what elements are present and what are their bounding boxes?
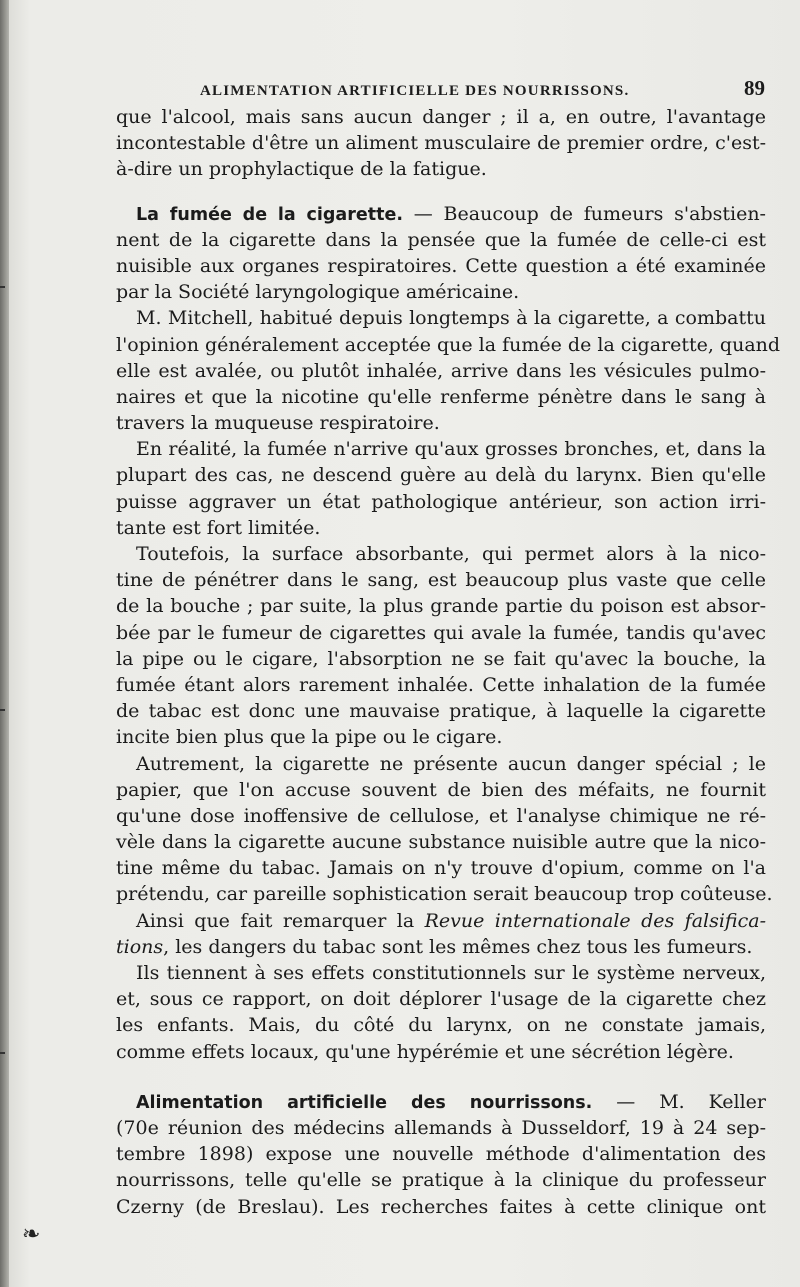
text-run: Ainsi que fait remarquer la	[136, 909, 425, 932]
running-header	[200, 76, 765, 101]
text-line: fumée étant alors rarement inhalée. Cette inhalation de la fumée	[116, 673, 766, 696]
text-line: nourrissons, telle qu'elle se pratique à la clinique du professeur	[116, 1169, 766, 1192]
section-heading-line	[116, 1089, 766, 1115]
text-line: travers la muqueuse respiratoire.	[116, 412, 440, 435]
text-line: les enfants. Mais, du côté du larynx, on ne constate jamais,	[116, 1014, 766, 1037]
margin-tick	[0, 286, 5, 288]
text-run: — Beaucoup de fumeurs s'abstien-	[413, 202, 766, 225]
text-line: tante est fort limitée.	[116, 516, 321, 539]
journal-title: Revue internationale des falsifica-	[424, 909, 766, 932]
section-heading: La fumée de la cigarette.	[136, 204, 403, 225]
text-line: qu'une dose inoffensive de cellulose, et l'analyse chimique ne ré-	[116, 804, 766, 827]
text-line: naires et que la nicotine qu'elle renferme pénètre dans le sang à	[116, 385, 766, 408]
text-line: à-dire un prophylactique de la fatigue.	[116, 158, 487, 181]
text-line: par la Société laryngologique américaine.	[116, 281, 520, 304]
text-line: l'opinion généralement acceptée que la fumée de la cigarette, quand	[116, 333, 781, 356]
text-line: incite bien plus que la pipe ou le cigare.	[116, 726, 503, 749]
section-heading-line	[116, 201, 766, 227]
text-line: En réalité, la fumée n'arrive qu'aux grosses bronches, et, dans la	[136, 438, 766, 461]
text-line: (70e réunion des médecins allemands à Dusseldorf, 19 à 24 sep-	[116, 1116, 766, 1139]
text-line: Autrement, la cigarette ne présente aucun danger spécial ; le	[136, 752, 766, 775]
text-line: Czerny (de Breslau). Les recherches faites à cette clinique ont	[116, 1195, 766, 1218]
text-line: tine même du tabac. Jamais on n'y trouve d'opium, comme on l'a	[116, 857, 766, 880]
text-line: Ils tiennent à ses effets constitutionnels sur le système nerveux,	[136, 962, 766, 984]
text-line: comme effets locaux, qu'une hypérémie et une sécrétion légère.	[116, 1040, 734, 1063]
text-line: papier, que l'on accuse souvent de bien des méfaits, ne fournit	[116, 778, 766, 801]
text-line: elle est avalée, ou plutôt inhalée, arrive dans les vésicules pulmo-	[116, 359, 766, 382]
text-line: que l'alcool, mais sans aucun danger ; il a, en outre, l'avantage	[116, 106, 766, 128]
text-line: tembre 1898) expose une nouvelle méthode d'alimentation des	[116, 1143, 766, 1166]
text-line: incontestable d'être un aliment musculaire de premier ordre, c'est-	[116, 132, 766, 155]
text-line: de tabac est donc une mauvaise pratique, à laquelle la cigarette	[116, 700, 766, 723]
text-line: vèle dans la cigarette aucune substance nuisible autre que la nico-	[116, 831, 766, 854]
running-title: ALIMENTATION ARTIFICIELLE DES NOURRISSONS.	[200, 83, 630, 99]
text-line	[116, 908, 766, 934]
text-run: — M. Keller	[616, 1090, 767, 1113]
text-line: bée par le fumeur de cigarettes qui avale la fumée, tandis qu'avec	[116, 621, 766, 644]
text-line: M. Mitchell, habitué depuis longtemps à la cigarette, a combattu	[136, 307, 766, 330]
text-line: la pipe ou le cigare, l'absorption ne se fait qu'avec la bouche, la	[116, 647, 766, 670]
section-heading: Alimentation artificielle des nourrissons.	[136, 1092, 593, 1113]
text-line: prétendu, car pareille sophistication serait beaucoup trop coûteuse.	[116, 883, 773, 906]
body-text	[116, 104, 781, 1220]
margin-tick	[0, 709, 5, 711]
text-run: , les dangers du tabac sont les mêmes chez tous les fumeurs.	[163, 935, 753, 958]
text-line: nent de la cigarette dans la pensée que la fumée de celle-ci est	[116, 228, 766, 251]
text-line: puisse aggraver un état pathologique antérieur, son action irri-	[116, 490, 766, 513]
text-line: tine de pénétrer dans le sang, est beaucoup plus vaste que celle	[116, 569, 766, 592]
text-line: et, sous ce rapport, on doit déplorer l'usage de la cigarette chez	[116, 988, 766, 1011]
journal-title: tions	[116, 935, 164, 958]
page-number: 89	[744, 76, 765, 100]
text-line: Toutefois, la surface absorbante, qui permet alors à la nico-	[136, 543, 766, 565]
text-line: plupart des cas, ne descend guère au delà du larynx. Bien qu'elle	[116, 464, 766, 487]
margin-tick	[0, 1052, 5, 1054]
ink-blot-mark: ❧	[22, 1222, 41, 1247]
text-line: nuisible aux organes respiratoires. Cette question a été examinée	[116, 254, 766, 277]
page-binding-edge	[0, 0, 9, 1287]
text-line: de la bouche ; par suite, la plus grande partie du poison est absor-	[116, 595, 766, 618]
text-line	[116, 934, 766, 960]
